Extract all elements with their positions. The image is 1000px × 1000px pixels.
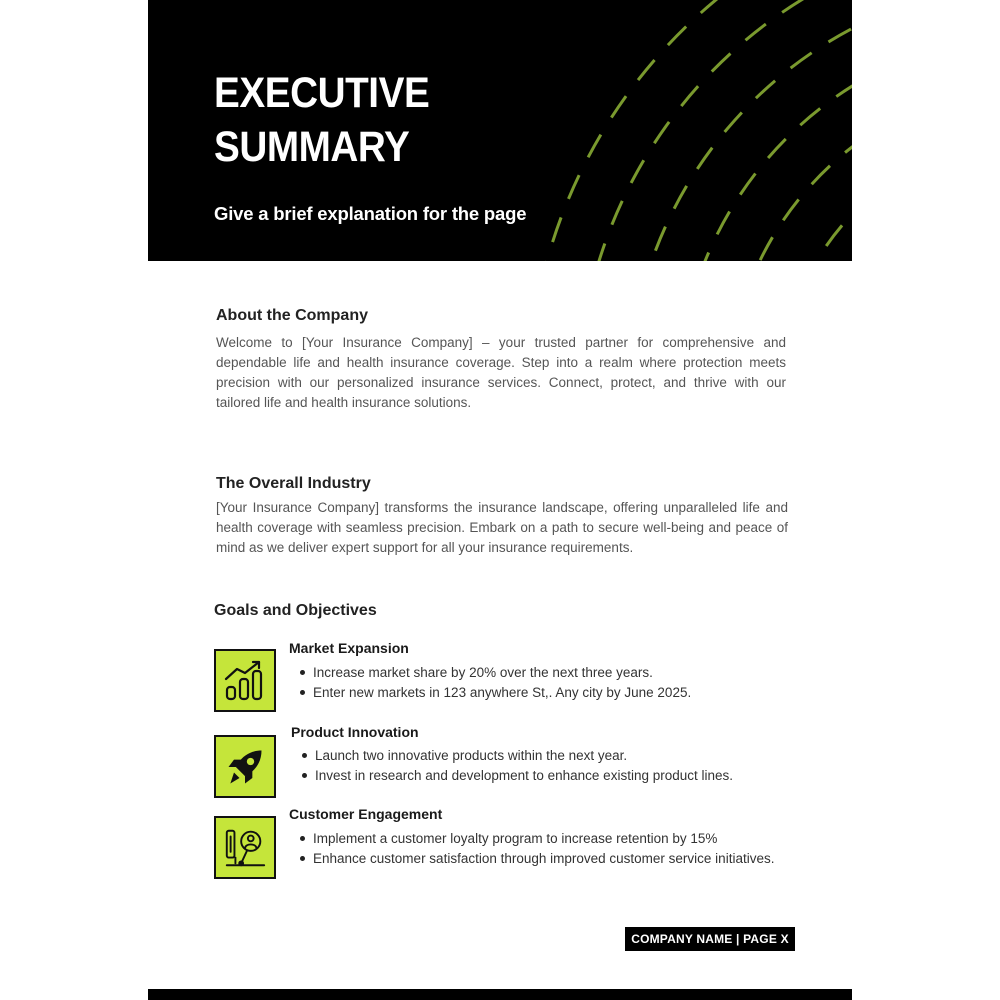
goal-title-customer-engagement: Customer Engagement	[289, 806, 443, 822]
title-line-1: EXECUTIVE	[214, 69, 430, 117]
industry-heading: The Overall Industry	[216, 475, 371, 492]
list-item: Implement a customer loyalty program to increase retention by 15%	[313, 829, 811, 849]
page-title	[214, 66, 429, 174]
document-page	[148, 0, 852, 1000]
title-line-2: SUMMARY	[214, 123, 410, 171]
goals-heading: Goals and Objectives	[214, 602, 377, 619]
goal-title-product-innovation: Product Innovation	[291, 724, 419, 740]
goal-list-market-expansion	[289, 663, 763, 702]
goal-list-product-innovation	[291, 746, 795, 785]
header-banner	[148, 0, 852, 261]
list-item: Invest in research and development to enhance existing product lines.	[315, 766, 795, 786]
bottom-bar	[148, 989, 852, 1000]
goal-list-customer-engagement	[289, 829, 811, 868]
about-heading: About the Company	[216, 307, 368, 324]
footer-page-badge: COMPANY NAME | PAGE X	[625, 927, 795, 951]
list-item: Increase market share by 20% over the next three years.	[313, 663, 763, 683]
list-item: Enhance customer satisfaction through improved customer service initiatives.	[313, 849, 811, 869]
about-text: Welcome to [Your Insurance Company] – your trusted partner for comprehensive and dependable life and health insurance coverage. Step into a realm where protection meets precision with our personalized insurance services. Connect, protect, and thrive with our tailored life and health insurance solutions.	[216, 335, 786, 410]
list-item: Enter new markets in 123 anywhere St,. Any city by June 2025.	[313, 683, 763, 703]
goal-title-market-expansion: Market Expansion	[289, 640, 409, 656]
list-item: Launch two innovative products within the next year.	[315, 746, 795, 766]
industry-text: [Your Insurance Company] transforms the insurance landscape, offering unparalleled life and health coverage with seamless precision. Embark on a path to secure well-being and peace of mind as we deliver expert support for all your insurance requirements.	[216, 500, 788, 555]
bar-chart-growth-icon	[214, 649, 276, 712]
page-subtitle: Give a brief explanation for the page	[214, 203, 527, 224]
rocket-icon	[214, 735, 276, 798]
customer-presentation-icon	[214, 816, 276, 879]
